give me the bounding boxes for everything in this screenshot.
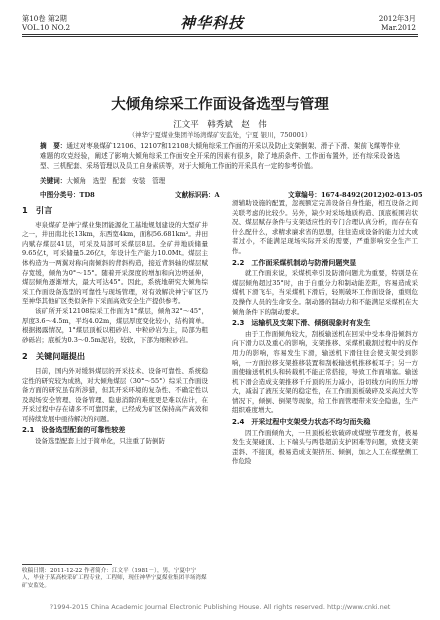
- right-paragraph-3: 由于工作面倾角较大，刮板输送机在回采中受本身沿倾斜方向下滑力以及重心的影响，支架推移、采煤机截割过程中的反作用力的影响，容易发生下滑，输送机下滑往往会使支架受到影响，一方面拉移支架推移装置和刮板输送机推移板耳子；另一方面使输送机机头和转载机不能正常搭接，导致工作面堵塞。输送机下滑会造成支架推移千斤顶的压力减小，沿切线方向的压力增大，减弱了液压支架的稳定性，在工作面顶板破碎及采高过大等情况下，倾倒、倒架等现象，给工作面管理带来安全隐患，生产组织难度增大。: [232, 329, 418, 415]
- document-code: 文献标识码：A: [175, 191, 220, 199]
- section-2-1-paragraph: 设备选型配套上过于简单化，只注重了防倒防: [35, 437, 165, 446]
- keywords-label: 关键词：: [40, 177, 67, 185]
- journal-logo: 神华科技: [180, 14, 245, 32]
- volume-cn: 第10卷 第2期: [22, 14, 67, 23]
- footnote: 收稿日期：2011-12-22 作者简介：江文平（1981－），男，宁夏中宁人，毕业于某高校采矿工程专业，工程师，现任神华宁夏煤业集团羊场湾煤矿安监处。: [22, 568, 207, 589]
- section-1-paragraph-1: 枣泉煤矿是神宁煤业集团能源化工基地规划建设的大型矿井之一，井田南北长13km，东西宽4km，面积56.681km²。井田内赋存煤层41层，可采及局部可采煤层8层。全矿井地质储量9.65亿t，可采储量5.26亿t，年设计生产能力10.0Mt。煤层主体构造为一两翼对称向南倾斜的背斜构造，接近背斜轴的煤层赋存宽缓，倾角为0°～15°。随着开采深度的增加和向边坍延伸，煤层倾角逐渐增大，最大可达45°。因此，系统地研究大倾角综采工作面设备选型的可靠性与现场管理，对有效解决神宁矿区乃至神华其他矿区类似条件下采面高效安全生产提供参考。: [22, 220, 208, 306]
- article-title: 大倾角综采工作面设备选型与管理: [111, 97, 329, 113]
- article-authors: 江文平 韩秀斌 赵 伟: [173, 120, 267, 130]
- section-1-paragraph-2: 该矿所开采12108综采工作面为1°煤层，倾角32°～45°，厚度3.6～4.5m，平均4.02m，煤层厚度变化较小，结构简单。根据揭露情况，1°煤层顶板以粗砂岩、中粒砂岩为主，局部为粗砂砾岩；底板为0.3～0.5m泥岩，较软，下部为细粒砂岩。: [22, 306, 208, 344]
- footnote-rule: [22, 564, 112, 565]
- abstract-label: 摘 要：: [40, 142, 67, 150]
- abstract-text: 通过对枣泉煤矿12106、12107和12108大倾角综采工作面的开采以及防止支架倒架、滑子下滑、架前飞煤等作业难题的攻克经验，阐述了影响大倾角综采工作面安全开采的因素有很多，除了地质条件、工作面布置外，还有综采设备选型、三机配套、采场管理以及员工自身素质等，对于大倾角工作面的开采具有一定的参考价值。: [40, 142, 400, 170]
- keywords-text: 大倾角 选型 配套 安装 管理: [66, 177, 166, 185]
- section-2-4-heading: 2.4 开采过程中支架受力状态不均匀而失稳: [232, 418, 371, 427]
- volume-info: [22, 14, 70, 32]
- issue-date: [379, 14, 416, 32]
- left-column: [22, 199, 208, 447]
- section-2-1-heading: 2.1 设备选型配套的可靠性较差: [22, 426, 126, 435]
- date-en: Mar.2012: [381, 23, 416, 32]
- author-affiliation: （神华宁夏煤业集团羊场湾煤矿安监处，宁夏 银川，750001）: [128, 131, 312, 139]
- classification-number: 中图分类号：TD8: [40, 191, 95, 199]
- right-paragraph-1: 滑辅助设施的配置，忽视额定完善设备自身性能，相互设备之间关联考虑的比较少。另外，缺少对采场地质构造、顶底板围岩状况、煤层赋存条件与支架适应性的专门合理认真分析，而存在有什么配什么，求精求廉求省的思想，往往造成设备的能力过大或者过小，不能满足现场实际开采的需要，严重影响安全生产工作。: [232, 199, 418, 255]
- section-2-paragraph-1: 目前，国内外对缓斜煤层的开采技术、设备可靠性、系统稳定性的研究较为成熟，对大倾角煤层（30°～55°）综采工作面设备方面的研究虽有所涉猎，但其开采环境的复杂性、不确定性以及现场安全管理、设备管理、隐患消除的难度更是难以估计，在开采过程中存在诸多不可靠因素，已经成为矿区保持高产高效和可持续发展中亟待解决的问题。: [22, 366, 208, 423]
- abstract: [40, 141, 400, 171]
- right-paragraph-4: 因工作面倾角大，一旦顶板松软破碎或煤壁节理发育，极易发生支架碰顶、上下端头与两巷超前支护困难等问题，致使支架歪斜、不接顶，极易造成支架挤压、倾倒，加之人工在煤壁侧工作危险: [232, 428, 418, 466]
- keywords: [40, 176, 400, 186]
- copyright-footer: ?1994-2015 China Academic Journal Electronic Publishing House. All rights reserved. http://www.cnki.net: [49, 603, 391, 611]
- section-1-heading: 1 引言: [22, 205, 53, 215]
- section-2-2-heading: 2.2 工作面采煤机制动与防滑问题突显: [232, 258, 357, 267]
- header-rule: [22, 34, 418, 35]
- article-id: 文章编号：1674-8492(2012)02-013-05: [288, 191, 423, 199]
- right-column: [232, 199, 418, 467]
- volume-en: VOL.10 NO.2: [22, 23, 71, 32]
- header-rule-thin: [22, 36, 418, 37]
- section-2-heading: 2 关键问题提出: [22, 351, 86, 362]
- right-paragraph-2: 就工作面来说，采煤机牵引及防滑问题尤为重要，特别是在煤层倾角超过35°时，由于自重分力和制动能差距，容易造成采煤机下滑飞车，当采煤机下滑后，轻则破坏工作面设备，重则危及操作人员的生命安全。制动器的制动力和不能满足采煤机在大倾角条件下的制动要求。: [232, 269, 418, 316]
- date-cn: 2012年3月: [378, 14, 416, 23]
- section-2-3-heading: 2.3 运输机及支架下滑、倾倒现象时有发生: [232, 319, 371, 328]
